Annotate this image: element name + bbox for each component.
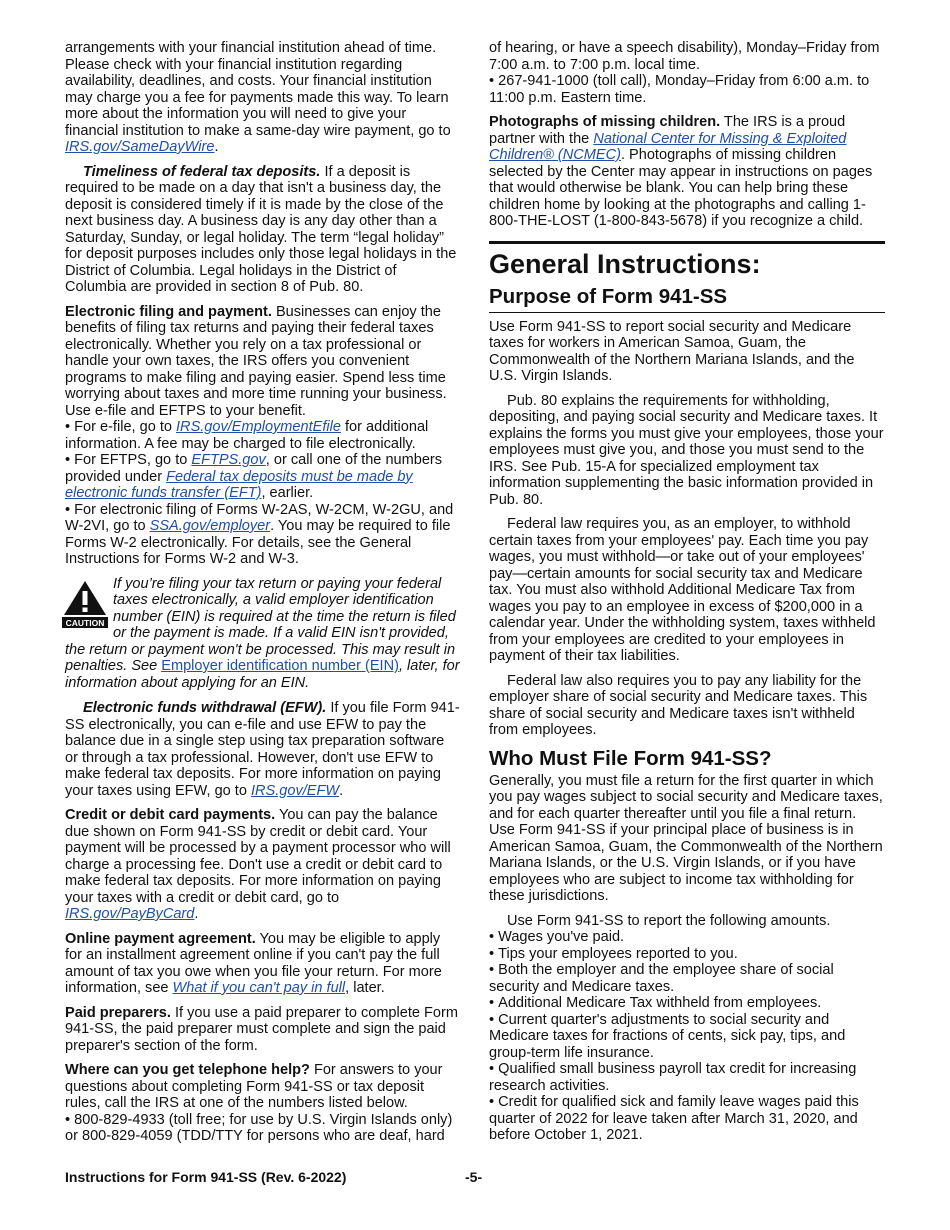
telephone-help-heading: Where can you get telephone help? [65,1062,310,1078]
caution-text: If you’re filing your tax return or paying your federal taxes electronically, a valid employer identification number (EIN) is required at the time the return is filed or the payment is made. If a valid EIN isn't provided, the return or payment won't be processed. This may result in penalties. See Employer identification number (EIN), later, for information about applying for an EIN. [65,575,460,691]
ssa-employer-link[interactable]: SSA.gov/employer [149,518,271,534]
online-payment-paragraph: Online payment agreement. You may be eligible to apply for an installment agreement online if you can't pay the full amount of tax you owe when you file your return. For more information, see What if you can't pay in full, later. [65,930,442,996]
hearing-paragraph: of hearing, or have a speech disability), Monday–Friday from 7:00 a.m. to 7:00 p.m. local time. [489,40,880,73]
list-item: • Credit for qualified sick and family leave wages paid this quarter of 2022 for leave taken after March 31, 2020, and before October 1, 2021. [489,1094,885,1144]
who-must-file-heading: Who Must File Form 941-SS? [489,746,772,770]
list-item: • Wages you've paid. [489,929,885,946]
online-payment-heading: Online payment agreement. [65,930,256,947]
paid-preparers-heading: Paid preparers. [65,1004,171,1021]
eftps-link[interactable]: EFTPS.gov [191,452,266,468]
footer-title: Instructions for Form 941-SS (Rev. 6-2022) [65,1169,347,1185]
wire-payment-paragraph: arrangements with your financial institution ahead of time. Please check with your financial institution regarding availability, deadlines, and costs. Your financial institution may charge you a fee for payments made this way. To learn more about the information you will need to give your financial institution to make a same-day wire payment, go to IRS.gov/SameDayWire. [65,40,451,155]
efw-paragraph: Electronic funds withdrawal (EFW). If you file Form 941-SS electronically, you can e-file and use EFW to pay the balance due in a single step using tax preparation software or through a tax professional. However, don't use EFW to make federal tax deposits. For more information on paying your taxes using EFW, go to IRS.gov/EFW. [65,700,460,799]
list-item: • For electronic filing of Forms W-2AS, W-2CM, W-2GU, and W-2VI, go to SSA.gov/employer. You may be required to file Forms W-2 electronically. For details, see the General Instructions for Forms W-2 and W-3. [65,502,461,568]
purpose-paragraph-4: Federal law also requires you to pay any liability for the employer share of social security and Medicare taxes. This share of social security and Medicare taxes isn't withheld from employees. [489,672,868,738]
timeliness-paragraph: Timeliness of federal tax deposits. If a deposit is required to be made on a day that isn't a business day, the deposit is considered timely if it is made by the close of the next business day. A business day is any day other than a Saturday, Sunday, or legal holiday. The term “legal holiday” for deposit purposes includes only those legal holidays in the District of Columbia. Legal holidays in the District of Columbia are provided in section 8 of Pub. 80. [65,163,457,295]
missing-children-paragraph: Photographs of missing children. The IRS is a proud partner with the National Center for Missing & Exploited Children® (NCMEC). Photographs of missing children selected by the Center may appear in instructions on pages that would otherwise be blank. You can help bring these children home by looking at the photographs and calling 1-800-THE-LOST (1-800-843-5678) if you recognize a child. [489,114,873,229]
purpose-paragraph-1: Use Form 941-SS to report social security and Medicare taxes for workers in American Samoa, Guam, the Commonwealth of the Northern Mariana Islands, and the U.S. Virgin Islands. [489,318,855,384]
efile-paragraph: Electronic filing and payment. Businesses can enjoy the benefits of filing tax returns and paying their federal taxes electronically. Whether you rely on a tax professional or handle your own taxes, the IRS offers you convenient programs to make filing and paying easier. Spend less time worrying about taxes and more time running your business. Use e-file and EFTPS to your benefit. [65,303,447,419]
list-item: • Qualified small business payroll tax credit for increasing research activities. [489,1061,885,1094]
efile-heading: Electronic filing and payment. [65,303,272,320]
page-number: -5- [465,1169,483,1185]
list-item: • 800-829-4933 (toll free; for use by U.S. Virgin Islands only) or 800-829-4059 (TDD/TTY for persons who are deaf, hard [65,1112,461,1145]
paid-preparers-paragraph: Paid preparers. If you use a paid preparer to complete Form 941-SS, the paid preparer must complete and sign the paid preparer's section of the form. [65,1004,458,1054]
telephone-help-paragraph: Where can you get telephone help? For answers to your questions about completing Form 941-SS or tax deposit rules, call the IRS at one of the numbers listed below. [65,1062,443,1111]
card-payments-paragraph: Credit or debit card payments. You can pay the balance due shown on Form 941-SS by credit or debit card. Your payment will be processed by a payment processor who will charge a processing fee. Don't use a credit or debit card to make federal tax deposits. For more information on paying your taxes with a credit or debit card, go to IRS.gov/PayByCard. [65,807,451,922]
caution-label: CAUTION [65,617,105,628]
report-amounts-intro: Use Form 941-SS to report the following amounts. [507,912,831,929]
timeliness-heading: Timeliness of federal tax deposits. [83,163,321,180]
list-item: • Tips your employees reported to you. [489,946,885,963]
purpose-paragraph-3: Federal law requires you, as an employer, to withhold certain taxes from your employees' pay. Each time you pay wages, you must withhold—or take out of your employees' pay—certain amounts for social security tax and Medicare tax. You must also withhold Additional Medicare Tax from wages you pay to an employee in excess of $200,000 in a calendar year. Under the withholding system, taxes withheld from your employees are credited to your employees in payment of their tax liabilities. [489,516,876,664]
list-item: • Current quarter's adjustments to social security and Medicare taxes for fractions of cents, sick pay, tips, and group-term life insurance. [489,1012,885,1062]
list-item: • For EFTPS, go to EFTPS.gov, or call one of the numbers provided under Federal tax deposits must be made by electronic funds transfer (EFT), earlier. [65,452,461,502]
missing-children-heading: Photographs of missing children. [489,114,721,130]
card-payments-heading: Credit or debit card payments. [65,807,276,823]
efw-heading: Electronic funds withdrawal (EFW). [83,700,327,716]
irs-efw-link[interactable]: IRS.gov/EFW [250,782,340,799]
left-column [65,40,461,1145]
ein-link[interactable]: Employer identification number (EIN) [161,658,399,674]
page-footer [65,1169,885,1185]
paybycard-link[interactable]: IRS.gov/PayByCard [65,906,195,922]
list-item: • For e-file, go to IRS.gov/EmploymentEfile for additional information. A fee may be charged to file electronically. [65,419,461,452]
cant-pay-link[interactable]: What if you can't pay in full [172,980,346,996]
ncmec-link[interactable]: National Center for Missing & Exploited Children® (NCMEC) [489,130,847,163]
who-must-file-paragraph: Generally, you must file a return for the first quarter in which you pay wages subject to social security and Medicare taxes, and for each quarter thereafter until you file a final return. Use Form 941-SS if your principal place of business is in American Samoa, Guam, the Commonwealth of the Northern Mariana Islands, or the U.S. Virgin Islands, or if you have employees who are subject to income tax withholding for these jurisdictions. [489,772,883,904]
samedaywire-link[interactable]: IRS.gov/SameDayWire [65,139,215,155]
list-item: • Additional Medicare Tax withheld from employees. [489,995,885,1012]
purpose-paragraph-2: Pub. 80 explains the requirements for withholding, depositing, and paying social security and Medicare taxes. It explains the forms you must give your employees, those your employees must give you, and those you must send to the IRS. See Pub. 15-A for specialized employment tax information supplementing the basic information provided in Pub. 80. [489,392,884,508]
caution-note [65,576,461,692]
caution-icon [62,579,108,629]
list-item: • 267-941-1000 (toll call), Monday–Friday from 6:00 a.m. to 11:00 p.m. Eastern time. [489,73,885,106]
purpose-heading: Purpose of Form 941-SS [489,285,885,313]
eft-deposits-link[interactable]: Federal tax deposits must be made by electronic funds transfer (EFT) [65,468,413,501]
right-column [489,40,885,1144]
list-item: • Both the employer and the employee share of social security and Medicare taxes. [489,962,885,995]
general-instructions-heading: General Instructions: [489,241,885,279]
employment-efile-link[interactable]: IRS.gov/EmploymentEfile [176,419,341,435]
